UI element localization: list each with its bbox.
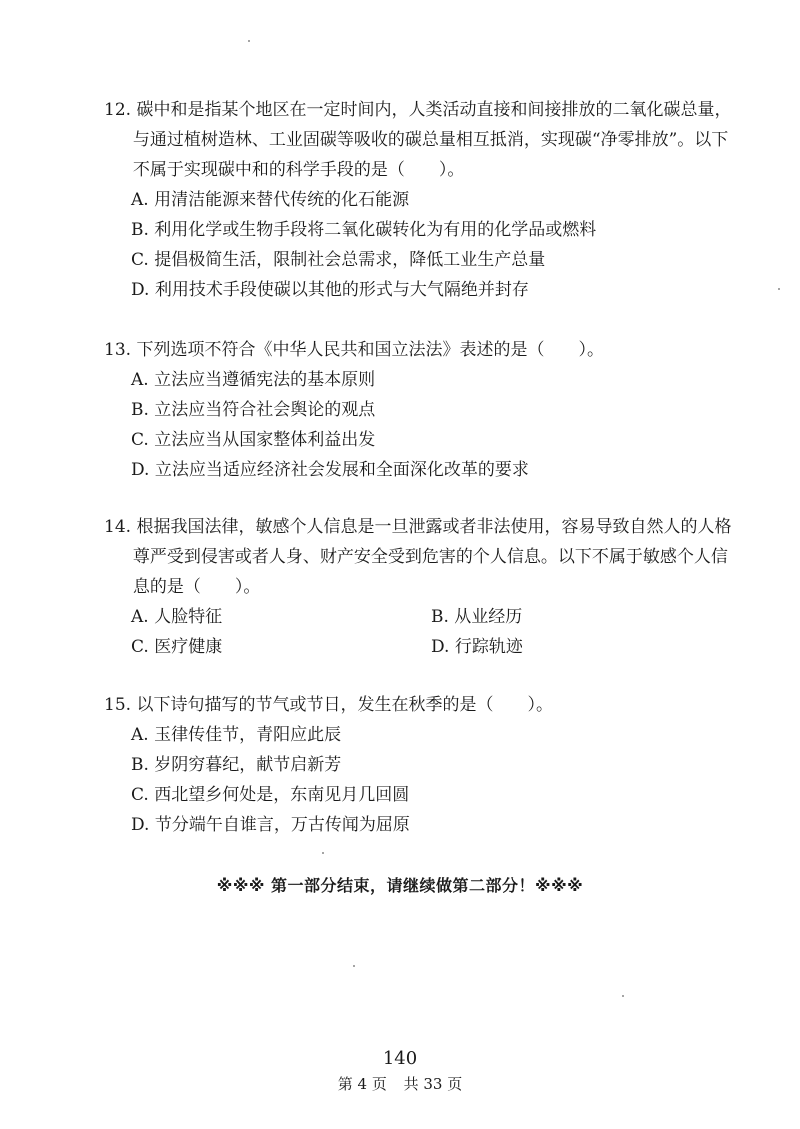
option-list [104,720,734,840]
page-number: 140 [382,1048,418,1069]
current-page: 第 4 页 [337,1075,387,1093]
scan-speck [322,852,324,854]
question-12 [104,95,734,305]
option-a: A. 用清洁能源来替代传统的化石能源 [131,190,410,210]
option-d: D. 行踪轨迹 [431,637,523,657]
question-number: 14. [104,517,132,537]
question-14 [104,512,734,662]
scan-speck [622,995,624,997]
total-pages: 共 33 页 [403,1075,463,1093]
option-c: C. 提倡极简生活，限制社会总需求，降低工业生产总量 [131,250,546,270]
question-stem [104,690,734,720]
question-number: 13. [104,340,132,360]
scan-speck [248,40,250,42]
option-c: C. 西北望乡何处是，东南见月几回圆 [131,785,410,805]
option-a: A. 立法应当遵循宪法的基本原则 [131,370,376,390]
question-text: 以下诗句描写的节气或节日，发生在秋季的是（ ）。 [136,695,553,715]
option-a: A. 人脸特征 [131,607,223,627]
question-text: 碳中和是指某个地区在一定时间内，人类活动直接和间接排放的二氧化碳总量，与通过植树造林、工业固碳等吸收的碳总量相互抵消，实现碳“净零排放”。以下不属于实现碳中和的科学手段的是（ ）。 [132,100,732,180]
question-number: 15. [104,695,132,715]
question-text: 根据我国法律，敏感个人信息是一旦泄露或者非法使用，容易导致自然人的人格尊严受到侵害或者人身、财产安全受到危害的个人信息。以下不属于敏感个人信息的是（ ）。 [132,517,732,597]
option-c: C. 立法应当从国家整体利益出发 [131,430,376,450]
option-d: D. 利用技术手段使碳以其他的形式与大气隔绝并封存 [131,280,529,300]
scan-speck [778,288,780,290]
option-b: B. 立法应当符合社会舆论的观点 [131,400,376,420]
option-list [104,365,734,485]
question-text: 下列选项不符合《中华人民共和国立法法》表述的是（ ）。 [136,340,604,360]
scan-speck [353,965,355,967]
question-15 [104,690,734,840]
option-d: D. 节分端午自谁言，万古传闻为屈原 [131,815,410,835]
section-end-note: ※※※ 第一部分结束，请继续做第二部分！※※※ [216,876,584,895]
option-list [104,602,734,662]
page-count [0,1073,800,1094]
option-c: C. 医疗健康 [131,637,223,657]
option-a: A. 玉律传佳节，青阳应此辰 [131,725,342,745]
question-number: 12. [104,100,132,120]
option-b: B. 利用化学或生物手段将二氧化碳转化为有用的化学品或燃料 [131,220,597,240]
option-list [104,185,734,305]
option-b: B. 从业经历 [431,607,523,627]
question-stem [104,512,734,602]
question-stem [104,95,734,185]
question-13 [104,335,734,485]
option-d: D. 立法应当适应经济社会发展和全面深化改革的要求 [131,460,529,480]
option-b: B. 岁阴穷暮纪，献节启新芳 [131,755,342,775]
question-stem [104,335,734,365]
